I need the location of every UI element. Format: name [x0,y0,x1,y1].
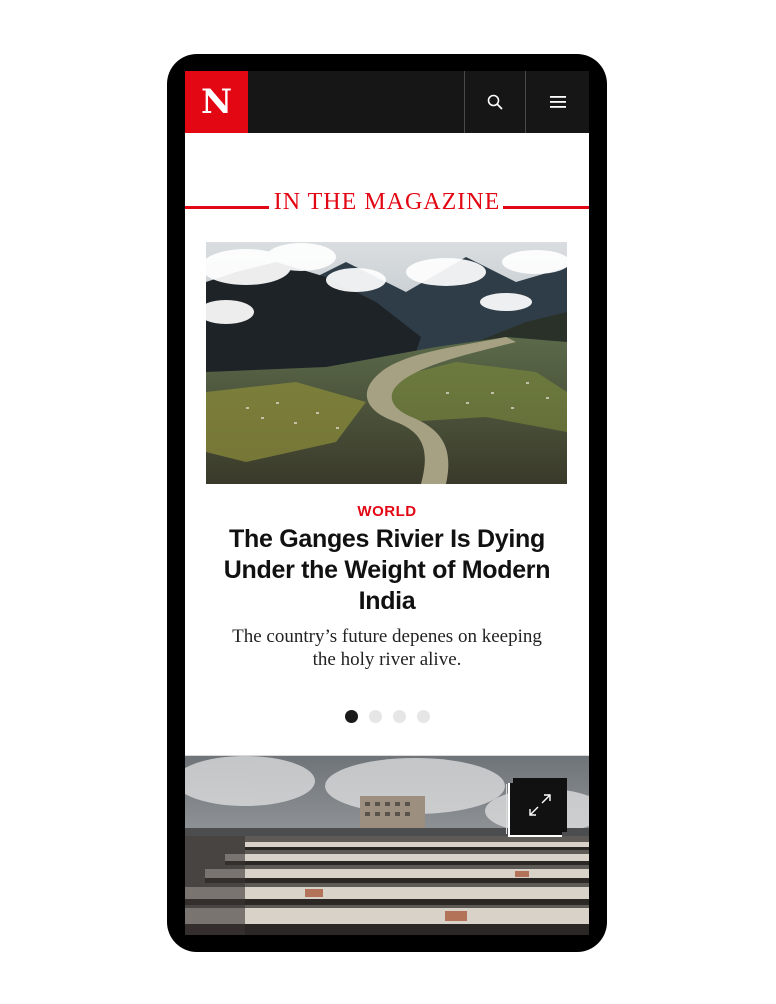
search-button[interactable] [464,71,526,133]
section-rule-right [503,206,589,209]
menu-icon [550,96,566,108]
carousel-dot-1[interactable] [345,710,358,723]
carousel-dot-3[interactable] [393,710,406,723]
expand-icon [528,793,552,817]
expand-button[interactable] [513,778,567,832]
article-headline[interactable]: The Ganges Rivier Is Dying Under the Weight of Modern India [223,525,551,615]
brand-logo[interactable]: N [185,71,248,133]
top-bar [185,71,589,133]
section-header [185,183,589,223]
carousel-dot-4[interactable] [417,710,430,723]
section-title: IN THE MAGAZINE [273,189,501,215]
carousel-pagination [185,710,589,723]
article-dek: The country’s future depenes on keeping the holy river alive. [232,626,542,670]
search-icon [487,94,503,110]
menu-button[interactable] [527,71,589,133]
feature-image[interactable] [206,242,567,484]
expand-button-shadow [506,784,512,834]
phone-frame [167,54,607,952]
carousel-dot-2[interactable] [369,710,382,723]
article-category[interactable]: WORLD [357,503,417,520]
screen [185,71,589,935]
